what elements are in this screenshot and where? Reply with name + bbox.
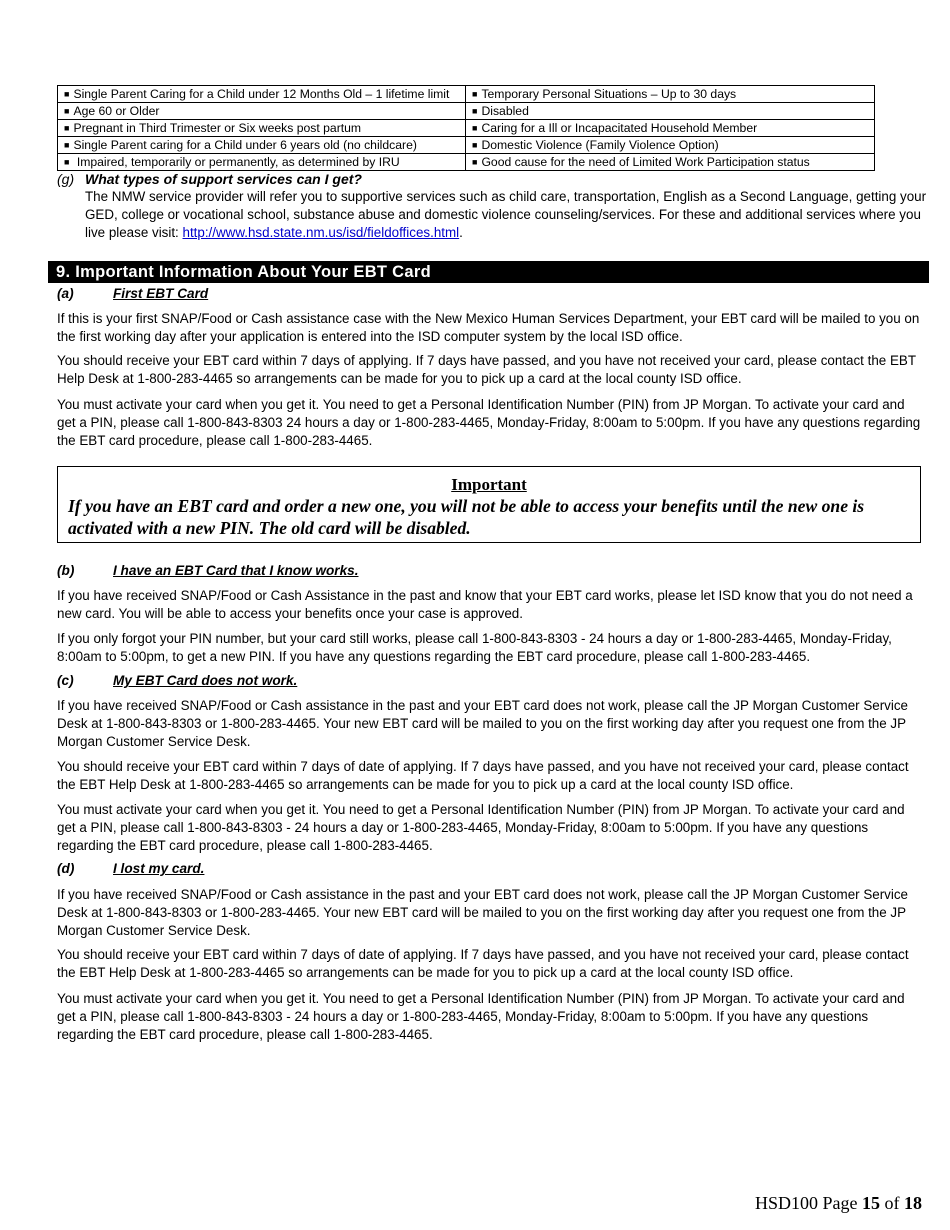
criteria-text: Impaired, temporarily or permanently, as determined by IRU bbox=[73, 155, 400, 169]
subsection-d-paragraph-1: If you have received SNAP/Food or Cash assistance in the past and your EBT card does not work, please call the JP Morgan Customer Service Desk at 1-800-843-8303 or 1-800-283-4465. Your new EBT card will be mailed to you on the first working day after you request one from the JP Morgan Customer Service Desk. bbox=[57, 887, 908, 938]
criteria-text: Domestic Violence (Family Violence Option) bbox=[481, 138, 719, 152]
criteria-row bbox=[58, 103, 875, 120]
criteria-row bbox=[58, 120, 875, 137]
subsection-a-paragraph-2: You should receive your EBT card within 7 days of applying. If 7 days have passed, and you have not received your card, please contact the EBT Help Desk at 1-800-283-4465 so arrangements can be made for you to pick up a card at the local county ISD office. bbox=[57, 353, 916, 386]
subsection-b-paragraph-2: If you only forgot your PIN number, but your card still works, please call 1-800-843-8303 - 24 hours a day or 1-800-283-4465, Monday-Friday, 8:00am to 5:00pm, to get a new PIN. If you have any questions regarding the EBT card procedure, please call 1-800-283-4465. bbox=[57, 631, 892, 664]
subsection-b-title: I have an EBT Card that I know works. bbox=[113, 563, 359, 578]
criteria-text: Pregnant in Third Trimester or Six weeks post partum bbox=[73, 121, 362, 135]
bullet-square-icon: ■ bbox=[64, 123, 70, 133]
criteria-row bbox=[58, 86, 875, 103]
criteria-cell-left bbox=[58, 120, 466, 137]
subsection-b-heading bbox=[57, 563, 359, 579]
subsection-d-heading bbox=[57, 861, 204, 877]
important-notice-title: Important bbox=[451, 475, 527, 494]
bullet-square-icon: ■ bbox=[472, 157, 478, 167]
footer-form-page: HSD100 Page bbox=[755, 1193, 862, 1213]
subsection-d-paragraph-2: You should receive your EBT card within 7 days of date of applying. If 7 days have passed, and you have not received your card, please contact the EBT Help Desk at 1-800-283-4465 so arrangements can be made for you to pick up a card at the local county ISD office. bbox=[57, 947, 909, 980]
criteria-table bbox=[57, 85, 875, 171]
bullet-square-icon: ■ bbox=[472, 106, 478, 116]
section-g-label: (g) bbox=[57, 171, 75, 187]
subsection-a-paragraph-3: You must activate your card when you get it. You need to get a Personal Identification Number (PIN) from JP Morgan. To activate your card and get a PIN, please call 1-800-843-8303 24 hours a day or 1-800-283-4465, Monday-Friday, 8:00am to 5:00pm. If you have any questions regarding the EBT card procedure, please call 1-800-283-4465. bbox=[57, 397, 921, 448]
bullet-square-icon: ■ bbox=[64, 157, 70, 167]
criteria-text: Single Parent caring for a Child under 6 years old (no childcare) bbox=[73, 138, 417, 152]
section-g-text: The NMW service provider will refer you to supportive services such as child care, transportation, English as a Second Language, getting your GED, college or vocational school, substance abuse and domestic violence counseling/services. For these and additional services where you live please visit: bbox=[85, 189, 927, 240]
section-g-title: What types of support services can I get? bbox=[85, 171, 362, 187]
criteria-cell-left bbox=[58, 154, 466, 171]
criteria-row bbox=[58, 137, 875, 154]
subsection-a-label: (a) bbox=[57, 286, 74, 301]
bullet-square-icon: ■ bbox=[64, 89, 70, 99]
criteria-cell-right bbox=[466, 120, 875, 137]
subsection-d-paragraph-3: You must activate your card when you get it. You need to get a Personal Identification Number (PIN) from JP Morgan. To activate your card and get a PIN, please call 1-800-843-8303 - 24 hours a day or 1-800-283-4465, Monday-Friday, 8:00am to 5:00pm. If you have any questions regarding the EBT card procedure, please call 1-800-283-4465. bbox=[57, 991, 905, 1042]
subsection-a-paragraph-1: If this is your first SNAP/Food or Cash assistance case with the New Mexico Human Services Department, your EBT card will be mailed to you on the first working day after your application is entered into the ISD computer system by the local ISD office. bbox=[57, 311, 920, 344]
footer-total-pages: 18 bbox=[904, 1193, 922, 1213]
criteria-row bbox=[58, 154, 875, 171]
subsection-c-paragraph-3: You must activate your card when you get it. You need to get a Personal Identification Number (PIN) from JP Morgan. To activate your card and get a PIN, please call 1-800-843-8303 - 24 hours a day or 1-800-283-4465, Monday-Friday, 8:00am to 5:00pm. If you have any questions regarding the EBT card procedure, please call 1-800-283-4465. bbox=[57, 802, 905, 853]
criteria-cell-right bbox=[466, 154, 875, 171]
section-g-heading bbox=[57, 171, 929, 188]
criteria-text: Temporary Personal Situations – Up to 30 days bbox=[481, 87, 737, 101]
criteria-cell-right bbox=[466, 103, 875, 120]
page-footer bbox=[755, 1193, 922, 1214]
criteria-cell-right bbox=[466, 137, 875, 154]
section-9-header: 9. Important Information About Your EBT Card bbox=[48, 261, 929, 283]
section-g bbox=[57, 171, 929, 242]
criteria-text: Good cause for the need of Limited Work Participation status bbox=[481, 155, 810, 169]
criteria-text: Caring for a Ill or Incapacitated Household Member bbox=[481, 121, 758, 135]
subsection-a-heading bbox=[57, 286, 208, 302]
subsection-c-label: (c) bbox=[57, 673, 74, 688]
important-notice-box bbox=[57, 466, 921, 543]
subsection-c-paragraph-2: You should receive your EBT card within 7 days of date of applying. If 7 days have passed, and you have not received your card, please contact the EBT Help Desk at 1-800-283-4465 so arrangements can be made for you to pick up a card at the local county ISD office. bbox=[57, 759, 909, 792]
subsection-c-paragraph-1: If you have received SNAP/Food or Cash assistance in the past and your EBT card does not work, please call the JP Morgan Customer Service Desk at 1-800-843-8303 or 1-800-283-4465. Your new EBT card will be mailed to you on the first working day after you request one from the JP Morgan Customer Service Desk. bbox=[57, 698, 908, 749]
criteria-text: Age 60 or Older bbox=[73, 104, 160, 118]
criteria-text: Disabled bbox=[481, 104, 529, 118]
bullet-square-icon: ■ bbox=[472, 89, 478, 99]
criteria-cell-left bbox=[58, 86, 466, 103]
criteria-cell-right bbox=[466, 86, 875, 103]
section-g-period: . bbox=[459, 225, 463, 240]
footer-of: of bbox=[880, 1193, 904, 1213]
subsection-c-title: My EBT Card does not work. bbox=[113, 673, 298, 688]
criteria-cell-left bbox=[58, 103, 466, 120]
footer-page-number: 15 bbox=[862, 1193, 880, 1213]
important-notice-text: If you have an EBT card and order a new one, you will not be able to access your benefits until the new one is activated with a new PIN. The old card will be disabled. bbox=[68, 496, 865, 538]
subsection-b-label: (b) bbox=[57, 563, 75, 578]
section-g-body bbox=[85, 188, 929, 242]
bullet-square-icon: ■ bbox=[472, 123, 478, 133]
bullet-square-icon: ■ bbox=[64, 140, 70, 150]
criteria-text: Single Parent Caring for a Child under 12 Months Old – 1 lifetime limit bbox=[73, 87, 450, 101]
criteria-cell-left bbox=[58, 137, 466, 154]
field-offices-link[interactable]: http://www.hsd.state.nm.us/isd/fieldoffices.html bbox=[182, 225, 460, 240]
subsection-c-heading bbox=[57, 673, 297, 689]
subsection-b-paragraph-1: If you have received SNAP/Food or Cash Assistance in the past and know that your EBT card works, please let ISD know that you do not need a new card. You will be able to access your benefits once your case is approved. bbox=[57, 588, 913, 621]
subsection-a-title: First EBT Card bbox=[113, 286, 209, 301]
subsection-d-title: I lost my card. bbox=[113, 861, 205, 876]
subsection-d-label: (d) bbox=[57, 861, 75, 876]
bullet-square-icon: ■ bbox=[64, 106, 70, 116]
bullet-square-icon: ■ bbox=[472, 140, 478, 150]
